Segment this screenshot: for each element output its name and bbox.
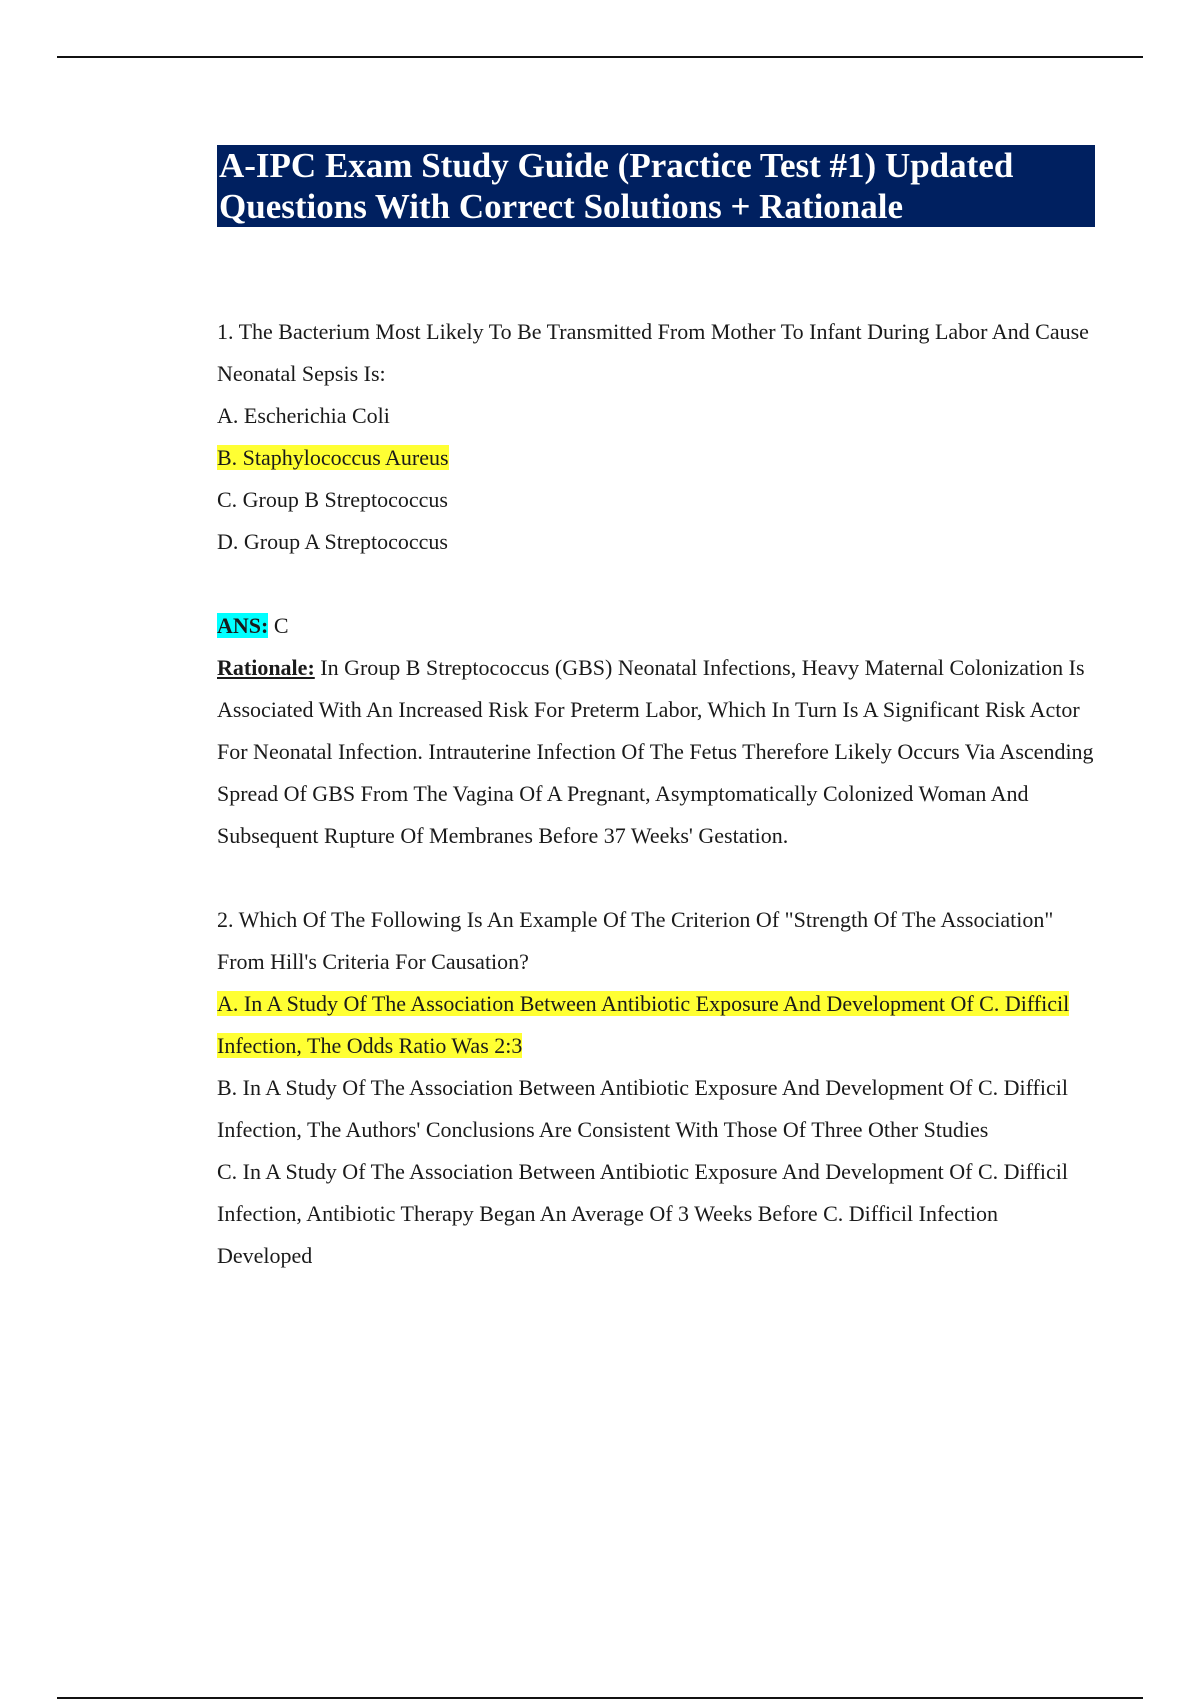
option-c [217,1151,1095,1277]
answer-label: ANS: [217,613,269,638]
answer-block [217,605,1095,857]
rationale-text: In Group B Streptococcus (GBS) Neonatal Infections, Heavy Maternal Colonization Is Associated With An Increased Risk For Preterm Labor, Which In Turn Is A Significant Risk Actor For Neonatal Infection. Intrauterine Infection Of The Fetus Therefore Likely Occurs Via Ascending Spread Of GBS From The Vagina Of A Pregnant, Asymptomatically Colonized Woman And Subsequent Rupture Of Membranes Before 37 Weeks' Gestation. [217,655,1094,848]
header-rule [57,56,1143,58]
option-b [217,1067,1095,1151]
document-body [217,145,1095,1277]
footer-rule [57,1697,1143,1699]
rationale [217,647,1095,857]
option-a [217,983,1095,1067]
question-prompt: 1. The Bacterium Most Likely To Be Transmitted From Mother To Infant During Labor And Cause Neonatal Sepsis Is: [217,319,1089,386]
option-text: C. In A Study Of The Association Between Antibiotic Exposure And Development Of C. Difficil Infection, Antibiotic Therapy Began An Average Of 3 Weeks Before C. Difficil Infection Developed [217,1159,1068,1268]
option-text-highlighted: B. Staphylococcus Aureus [217,445,449,470]
option-text-highlighted: A. In A Study Of The Association Between Antibiotic Exposure And Development Of C. Difficil Infection, The Odds Ratio Was 2:3 [217,991,1070,1058]
question-1 [217,311,1095,857]
rationale-label: Rationale: [217,655,315,680]
option-c [217,479,1095,521]
question-2 [217,899,1095,1277]
option-text: D. Group A Streptococcus [217,529,448,554]
option-a [217,395,1095,437]
option-b [217,437,1095,479]
option-text: B. In A Study Of The Association Between Antibiotic Exposure And Development Of C. Difficil Infection, The Authors' Conclusions Are Consistent With Those Of Three Other Studies [217,1075,1068,1142]
option-text: A. Escherichia Coli [217,403,390,428]
answer-line [217,605,1095,647]
answer-value: C [273,613,289,638]
option-text: C. Group B Streptococcus [217,487,448,512]
document-title: A-IPC Exam Study Guide (Practice Test #1) Updated Questions With Correct Solutions + Rationale [217,145,1095,227]
question-prompt: 2. Which Of The Following Is An Example Of The Criterion Of "Strength Of The Association" From Hill's Criteria For Causation? [217,907,1054,974]
option-d [217,521,1095,563]
